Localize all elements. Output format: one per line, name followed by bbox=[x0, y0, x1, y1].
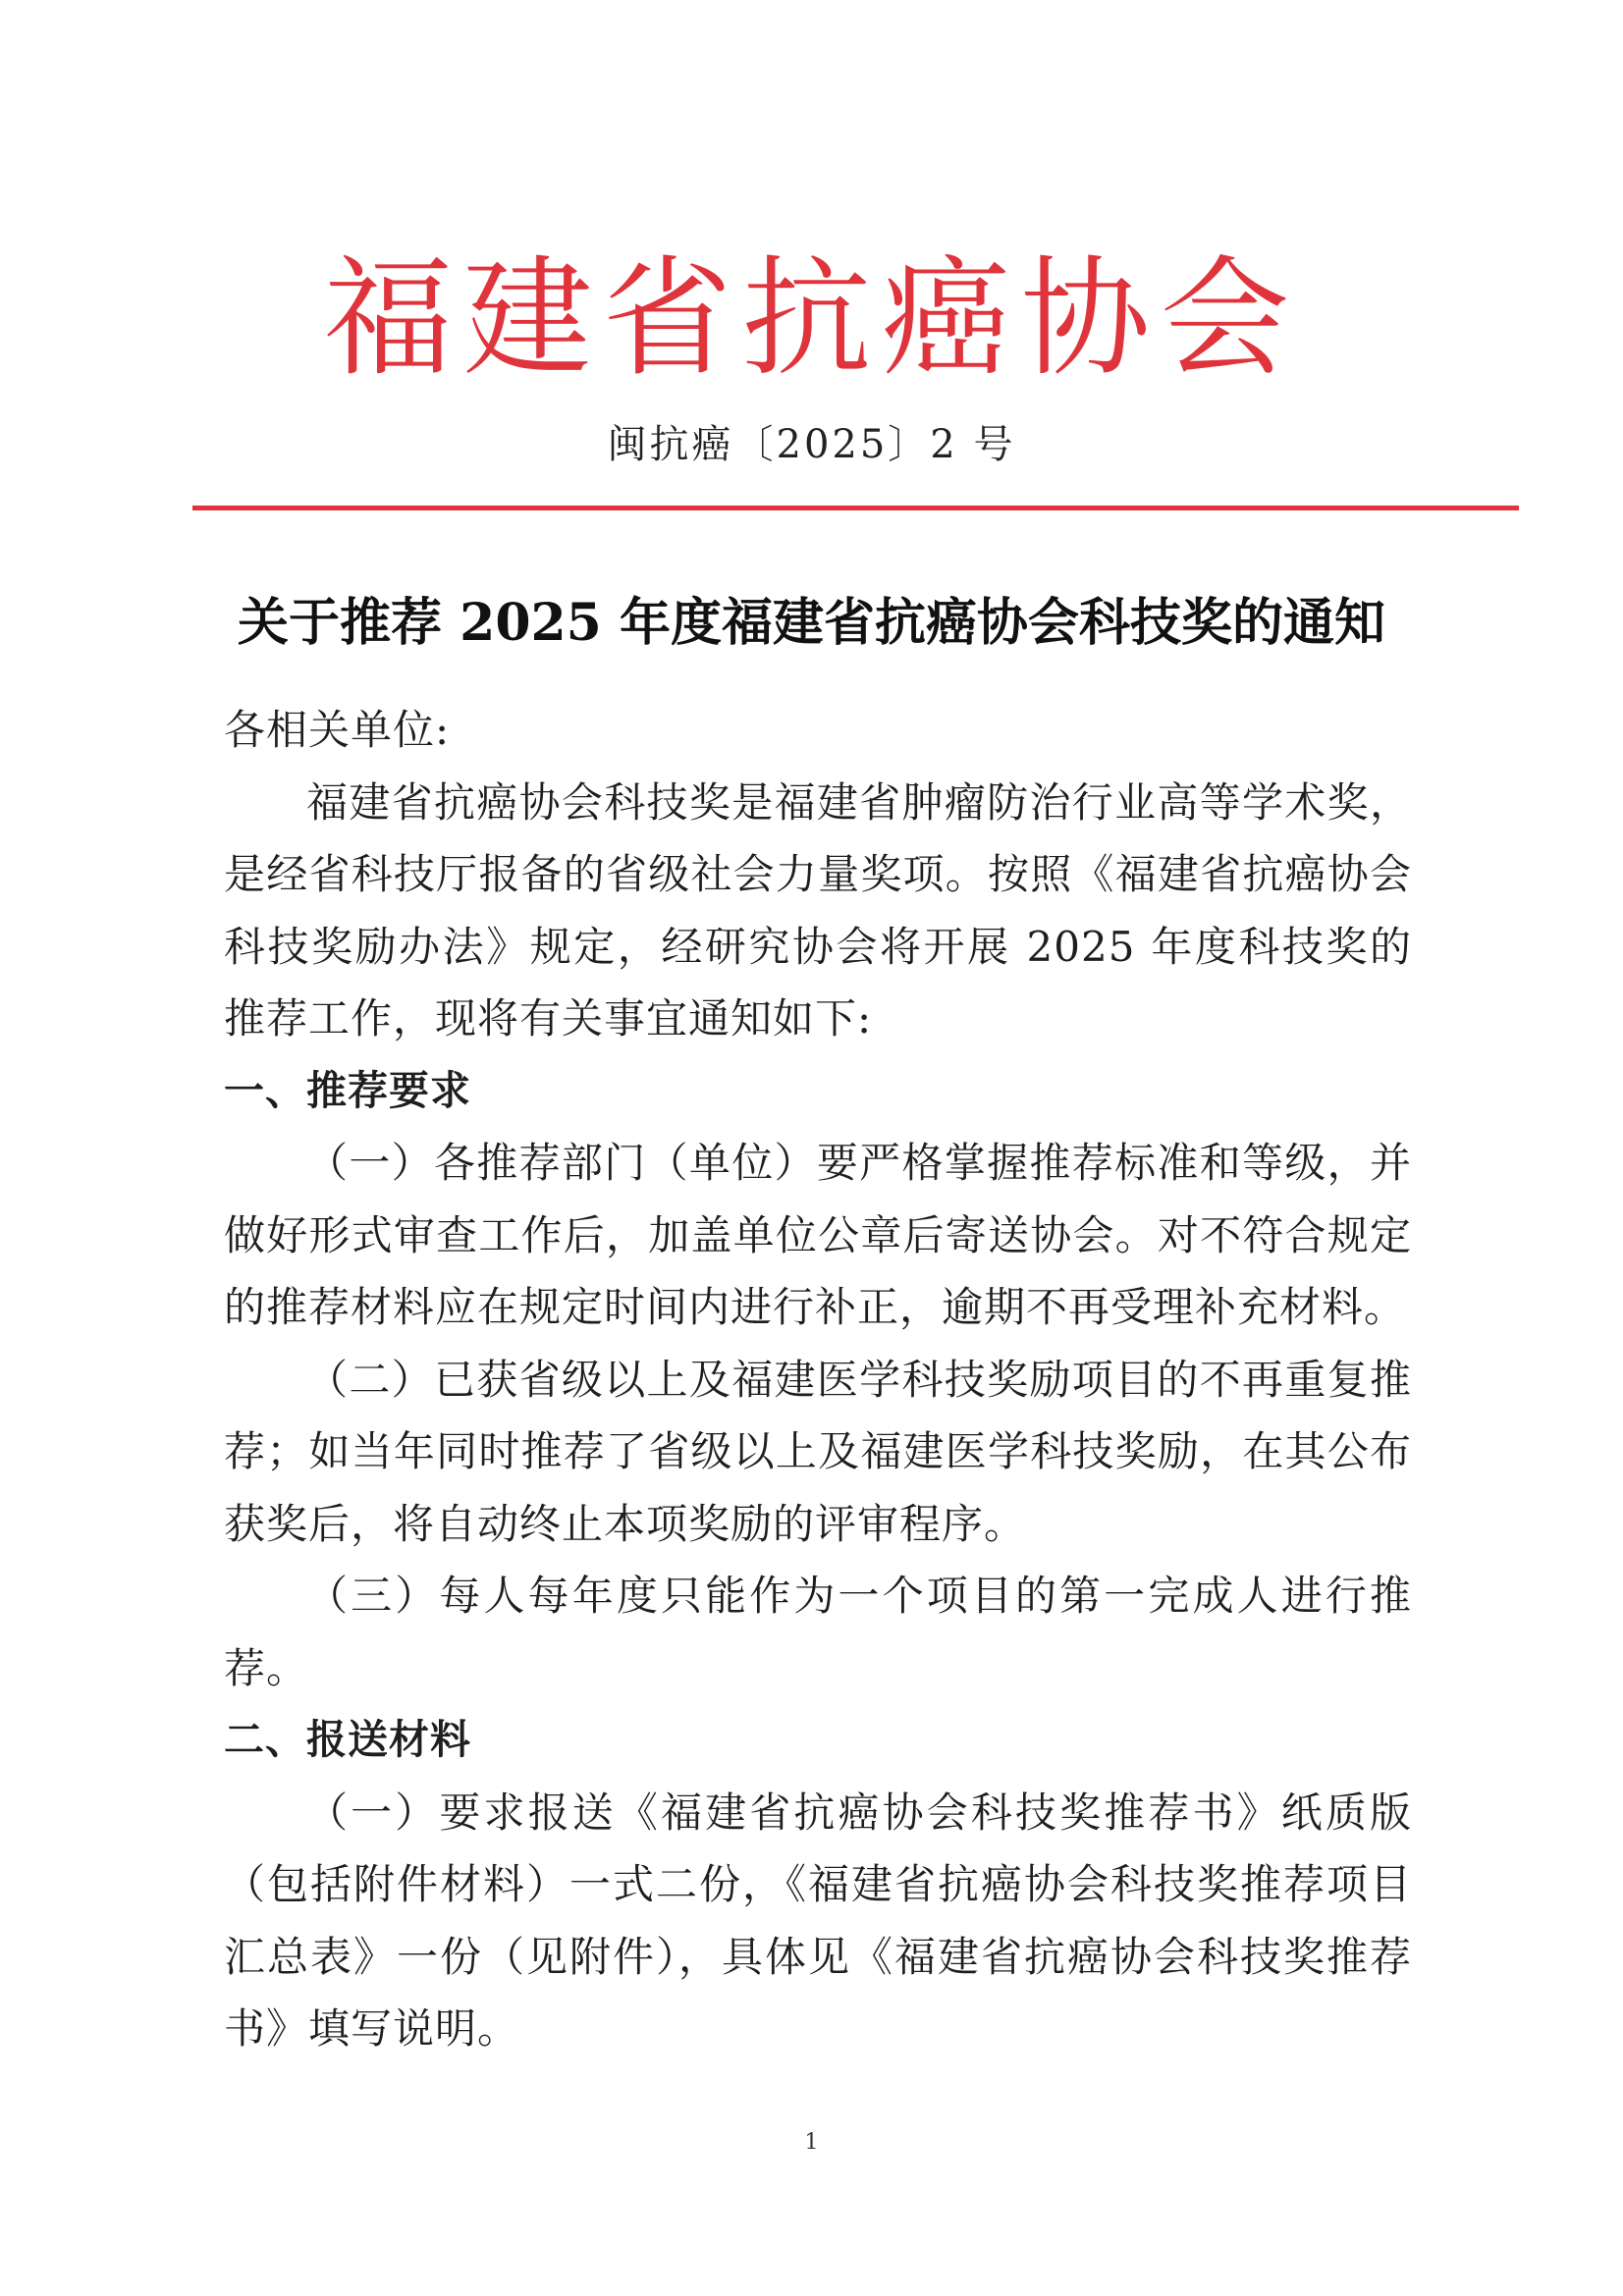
notice-title: 关于推荐 2025 年度福建省抗癌协会科技奖的通知 bbox=[238, 593, 1385, 653]
section-heading-materials: 二、报送材料 bbox=[224, 1716, 471, 1763]
organization-letterhead: 福建省抗癌协会 bbox=[323, 243, 1300, 395]
section-heading-requirements: 一、推荐要求 bbox=[224, 1066, 471, 1114]
materials-item-1: （一）要求报送《福建省抗癌协会科技奖推荐书》纸质版（包括附件材料）一式二份，《福建省抗癌协会科技奖推荐项目汇总表》一份（见附件），具体见《福建省抗癌协会科技奖推荐书》填写说明。 bbox=[224, 1788, 1412, 2053]
requirement-item-3: （三）每人每年度只能作为一个项目的第一完成人进行推荐。 bbox=[224, 1572, 1412, 1692]
red-divider-line bbox=[192, 506, 1519, 510]
intro-paragraph: 福建省抗癌协会科技奖是福建省肿瘤防治行业高等学术奖，是经省科技厅报备的省级社会力量奖项。按照《福建省抗癌协会科技奖励办法》规定，经研究协会将开展 2025 年度科技奖的推荐工作，现将有关事宜通知如下: bbox=[224, 777, 1412, 1042]
document-number: 闽抗癌〔2025〕2 号 bbox=[607, 422, 1016, 467]
requirement-item-2: （二）已获省级以上及福建医学科技奖励项目的不再重复推荐；如当年同时推荐了省级以上及福建医学科技奖励，在其公布获奖后，将自动终止本项奖励的评审程序。 bbox=[224, 1355, 1412, 1548]
requirement-item-1: （一）各推荐部门（单位）要严格掌握推荐标准和等级，并做好形式审查工作后，加盖单位公章后寄送协会。对不符合规定的推荐材料应在规定时间内进行补正，逾期不再受理补充材料。 bbox=[224, 1139, 1412, 1331]
page-number: 1 bbox=[804, 2130, 819, 2155]
salutation: 各相关单位: bbox=[224, 706, 451, 754]
notice-body bbox=[224, 694, 1412, 2065]
